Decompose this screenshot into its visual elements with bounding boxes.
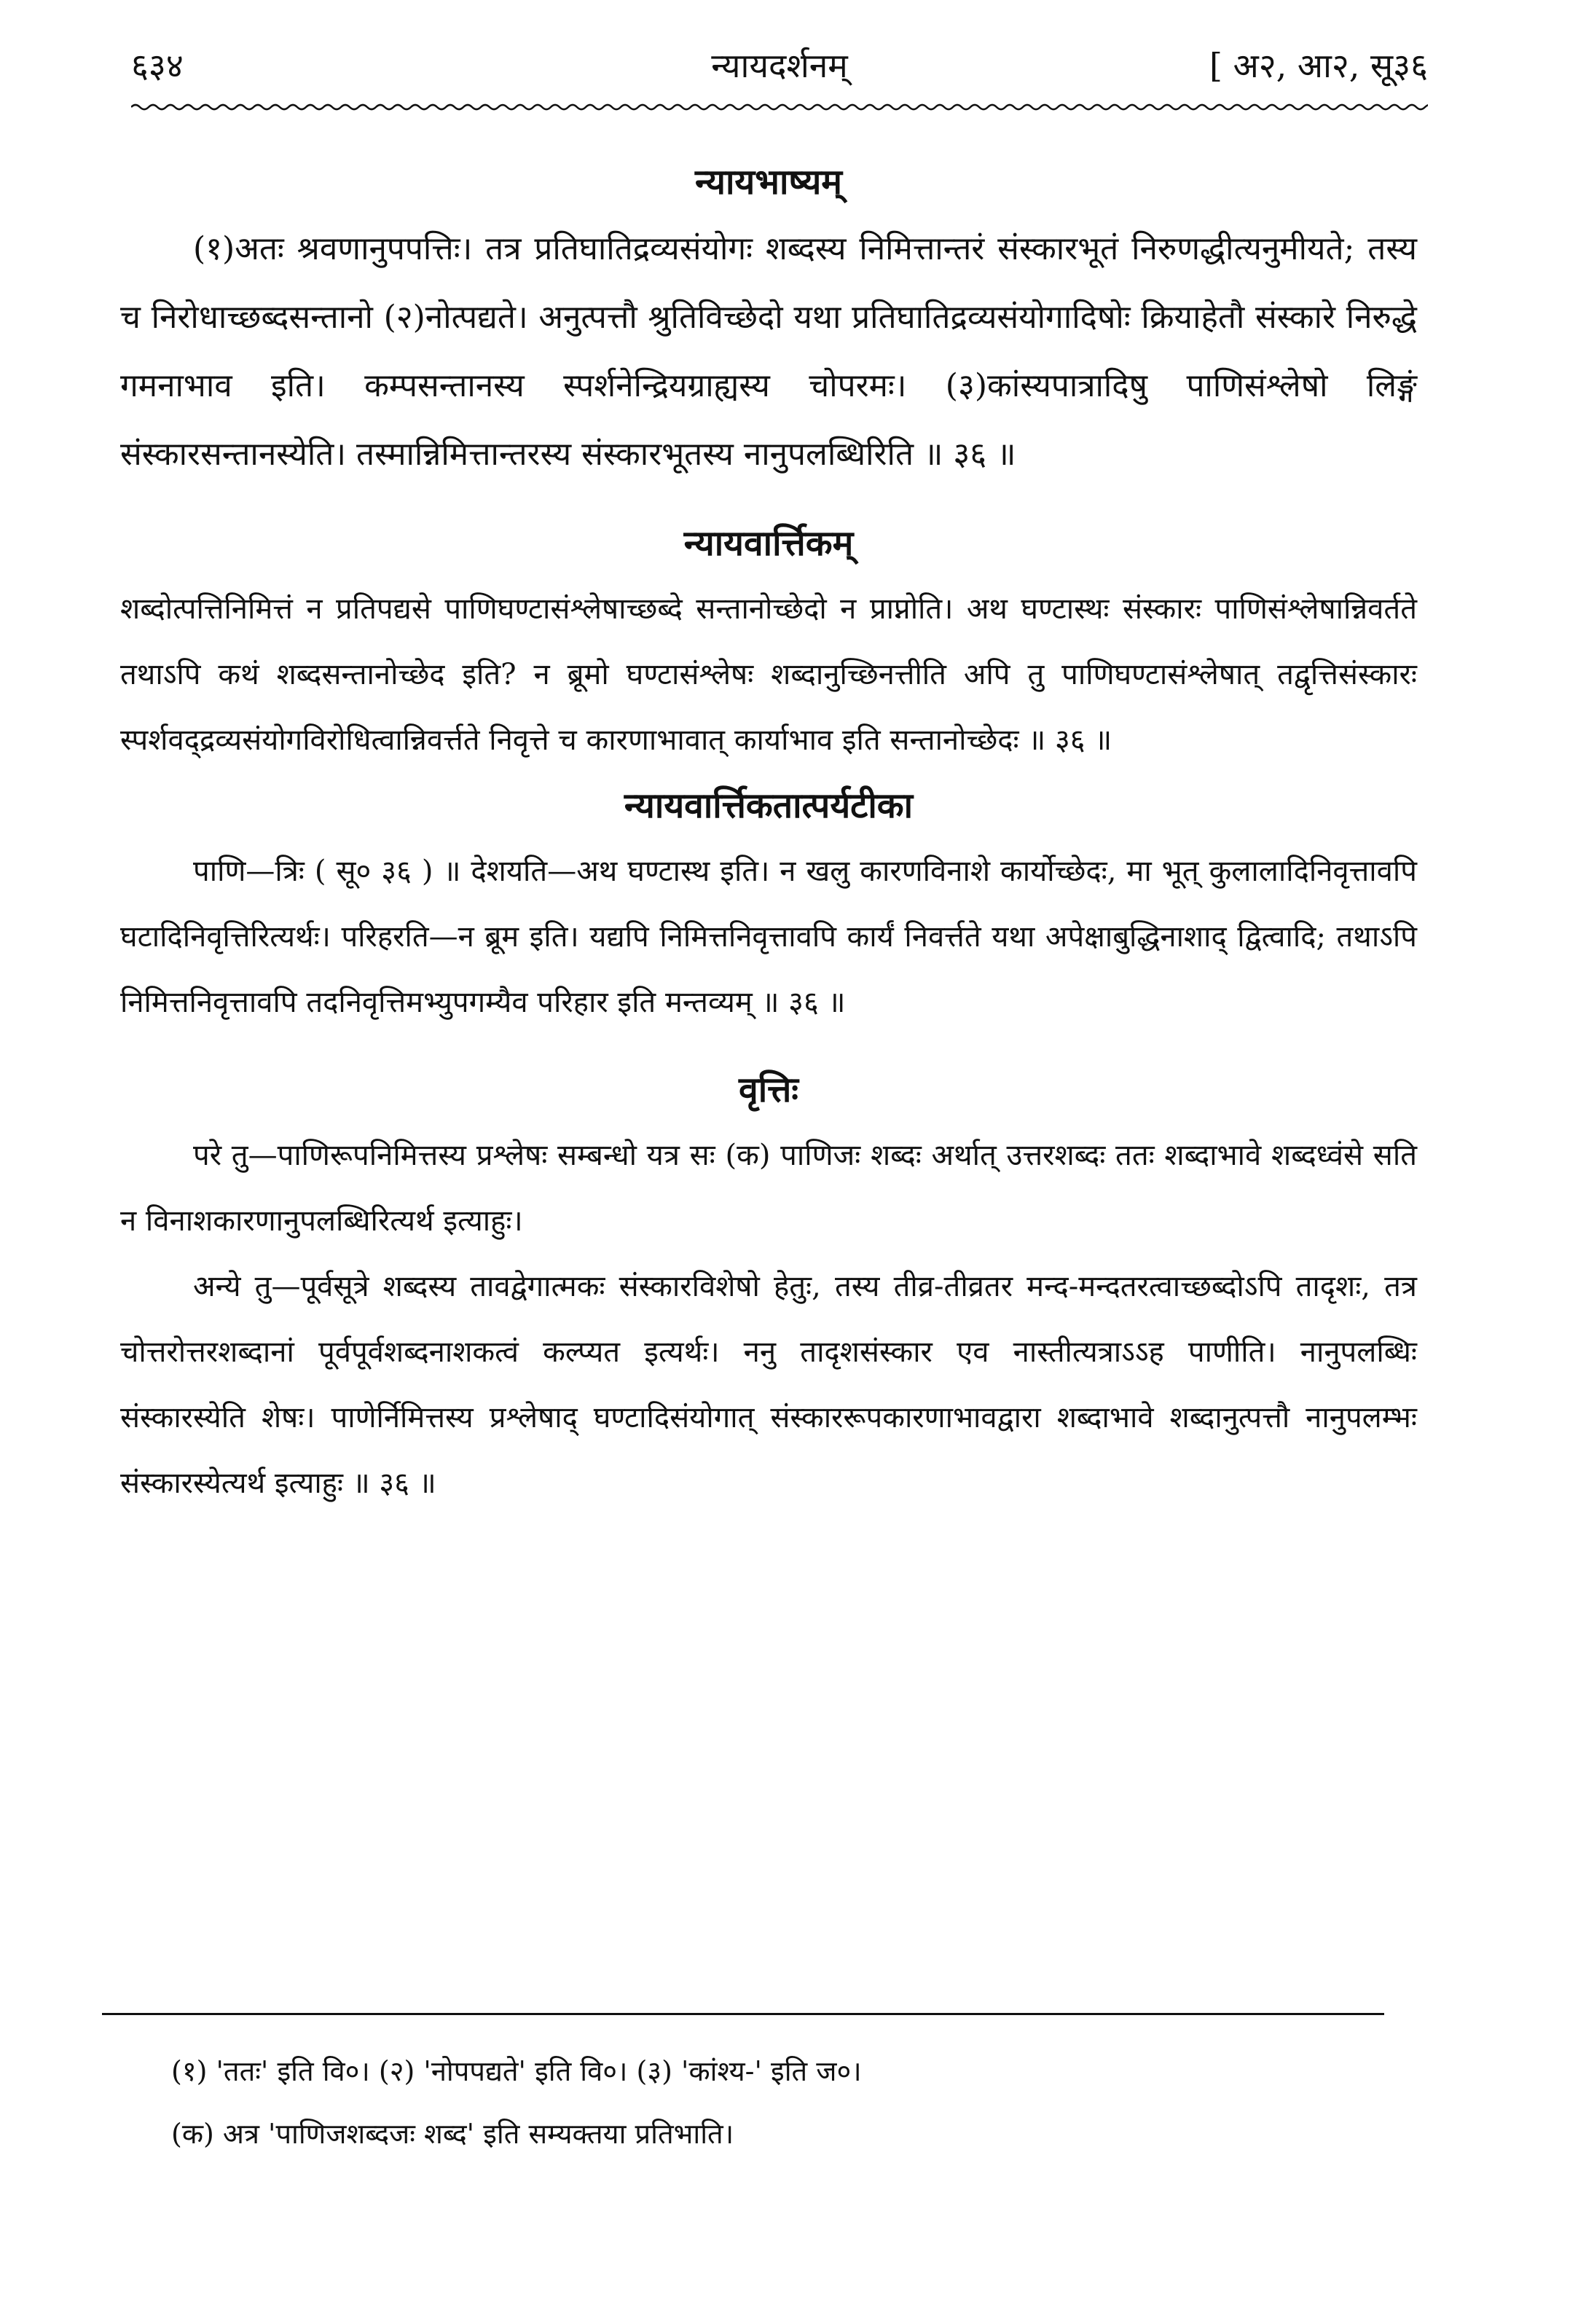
tika-text: पाणि—त्रिः ( सू० ३६ ) ॥ देशयति—अथ घण्टास्थ इति। न खलु कारणविनाशे कार्योच्छेदः, मा भूत् कुलालादिनिवृत्तावपि घटादिनिवृत्तिरित्यर्थः। परिहरति—न ब्रूम इति। यद्यपि निमित्तनिवृत्तावपि कार्यं निवर्त्तते यथा अपेक्षाबुद्धिनाशाद् द्वित्वादि; तथाऽपि निमित्तनिवृत्तावपि तदनिवृत्तिमभ्युपगम्यैव परिहार इति मन्तव्यम् ॥ ३६ ॥ [120, 855, 1417, 1019]
page-number: ६३४ [131, 46, 184, 85]
footnotes [171, 2040, 1373, 2165]
footnote-divider [102, 2013, 1384, 2015]
vartika-heading: न्यायवार्त्तिकम् [683, 523, 854, 564]
running-title: न्यायदर्शनम् [711, 46, 848, 85]
wavy-header-rule [131, 102, 1428, 112]
bhashya-heading: न्यायभाष्यम् [694, 162, 843, 203]
vritti-text-1: परे तु—पाणिरूपनिमित्तस्य प्रश्लेषः सम्बन्धो यत्र सः (क) पाणिजः शब्दः अर्थात् उत्तरशब्दः ततः शब्दाभावे शब्दध्वंसे सति न विनाशकारणानुपलब्धिरित्यर्थ इत्याहुः। [120, 1139, 1417, 1238]
section-reference: [ अ२, आ२, सू३६ [1209, 46, 1428, 85]
tika-heading: न्यायवार्त्तिकतात्पर्यटीका [624, 785, 914, 826]
vritti-text-2: अन्ये तु—पूर्वसूत्रे शब्दस्य तावद्वेगात्मकः संस्कारविशेषो हेतुः, तस्य तीव्र-तीव्रतर मन्द-मन्दतरत्वाच्छब्दोऽपि तादृशः, तत्र चोत्तरोत्तरशब्दानां पूर्वपूर्वशब्दनाशकत्वं कल्प्यत इत्यर्थः। ननु तादृशसंस्कार एव नास्तीत्यत्राऽऽह पाणीति। नानुपलब्धिः संस्कारस्येति शेषः। पाणेर्निमित्तस्य प्रश्लेषाद् घण्टादिसंयोगात् संस्काररूपकारणाभावद्वारा शब्दाभावे शब्दानुत्पत्तौ नानुपलम्भः संस्कारस्येत्यर्थ इत्याहुः ॥ ३६ ॥ [120, 1270, 1417, 1500]
vartika-text: शब्दोत्पत्तिनिमित्तं न प्रतिपद्यसे पाणिघण्टासंश्लेषाच्छब्दे सन्तानोच्छेदो न प्राप्नोति। अथ घण्टास्थः संस्कारः पाणिसंश्लेषान्निवर्तते तथाऽपि कथं शब्दसन्तानोच्छेद इति? न ब्रूमो घण्टासंश्लेषः शब्दानुच्छिनत्तीति अपि तु पाणिघण्टासंश्लेषात् तद्वृत्तिसंस्कारः स्पर्शवद्द्रव्यसंयोगविरोधित्वान्निवर्त्तते निवृत्ते च कारणाभावात् कार्याभाव इति सन्तानोच्छेदः ॥ ३६ ॥ [120, 592, 1417, 757]
footnote-line-1: (१) 'ततः' इति वि०। (२) 'नोपपद्यते' इति वि०। (३) 'कांश्य-' इति ज०। [171, 2055, 862, 2087]
vritti-heading: वृत्तिः [739, 1069, 798, 1110]
footnote-line-2: (क) अत्र 'पाणिजशब्दजः शब्द' इति सम्यक्तया प्रतिभाति। [171, 2118, 734, 2150]
page-body [120, 149, 1417, 1516]
page-header [131, 35, 1428, 93]
bhashya-text: (१)अतः श्रवणानुपपत्तिः। तत्र प्रतिघातिद्रव्यसंयोगः शब्दस्य निमित्तान्तरं संस्कारभूतं निरुणद्धीत्यनुमीयते; तस्य च निरोधाच्छब्दसन्तानो (२)नोत्पद्यते। अनुत्पत्तौ श्रुतिविच्छेदो यथा प्रतिघातिद्रव्यसंयोगादिषोः क्रियाहेतौ संस्कारे निरुद्धे गमनाभाव इति। कम्पसन्तानस्य स्पर्शनेन्द्रियग्राह्यस्य चोपरमः। (३)कांस्यपात्रादिषु पाणिसंश्लेषो लिङ्गं संस्कारसन्तानस्येति। तस्मान्निमित्तान्तरस्य संस्कारभूतस्य नानुपलब्धिरिति ॥ ३६ ॥ [120, 230, 1417, 473]
